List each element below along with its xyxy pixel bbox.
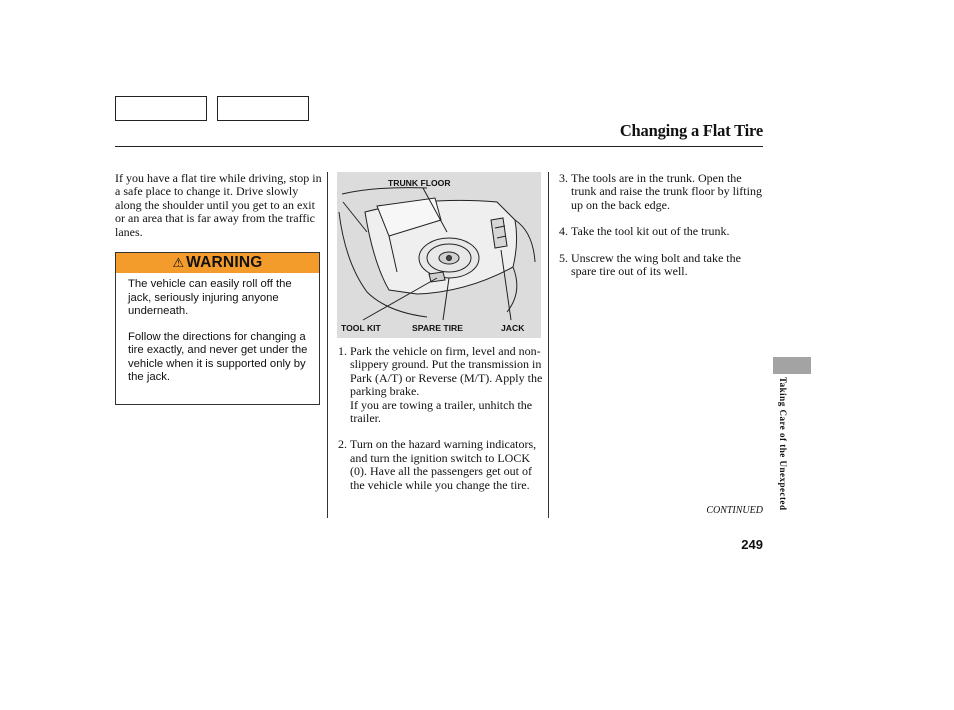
column-divider [327,172,328,518]
page-title: Changing a Flat Tire [619,121,763,140]
intro-paragraph: If you have a flat tire while driving, stop in a safe place to change it. Drive slowly along the shoulder until you get to an exit or an area that is far away from the traffic lanes. [115,171,322,239]
continued-marker: CONTINUED [706,505,763,516]
list-item [338,438,544,492]
warning-label: WARNING [186,254,263,271]
step-number: 5. [559,250,568,265]
list-item [559,252,765,279]
step-number: 3. [559,171,568,185]
title-divider [115,146,763,147]
step-text: The tools are in the trunk. Open the trunk and raise the trunk floor by lifting up on the back edge. [571,171,762,212]
step-text: Unscrew the wing bolt and take the spare tire out of its well. [571,250,741,279]
list-item [338,345,544,425]
warning-box [115,252,320,405]
list-item [559,172,765,212]
warning-header [116,253,319,273]
section-tab[interactable] [773,357,811,374]
page-number: 249 [741,537,763,552]
step-note: If you are towing a trailer, unhitch the trailer. [350,397,533,426]
warning-triangle-icon: ⚠ [172,255,185,271]
step-number: 1. [338,344,347,358]
warning-paragraph: The vehicle can easily roll off the jack, seriously injuring anyone underneath. [128,278,292,317]
list-item [559,225,765,238]
warning-body [116,273,319,385]
steps-list [338,345,544,505]
warning-paragraph: Follow the directions for changing a tire exactly, and never get under the vehicle when it is supported only by the jack. [128,330,308,383]
trunk-floor-label: TRUNK FLOOR [388,178,451,188]
step-text: Park the vehicle on firm, level and non-slippery ground. Put the transmission in Park (A/T) or Reverse (M/T). Apply the parking brake. [350,344,543,399]
nav-box-index[interactable] [217,96,309,121]
spare-tire-label: SPARE TIRE [412,323,463,333]
steps-list [559,172,765,291]
jack-label: JACK [501,323,525,333]
section-tab-label: Taking Care of the Unexpected [778,377,788,511]
trunk-illustration [337,172,541,338]
nav-box-contents[interactable] [115,96,207,121]
step-text: Take the tool kit out of the trunk. [571,224,730,239]
step-number: 4. [559,224,568,239]
step-text: Turn on the hazard warning indicators, and turn the ignition switch to LOCK (0). Have all the passengers get out of the vehicle while you change the tire. [350,437,537,492]
tool-kit-label: TOOL KIT [341,323,381,333]
step-number: 2. [338,437,347,452]
column-divider [548,172,549,518]
trunk-drawing [337,172,541,338]
